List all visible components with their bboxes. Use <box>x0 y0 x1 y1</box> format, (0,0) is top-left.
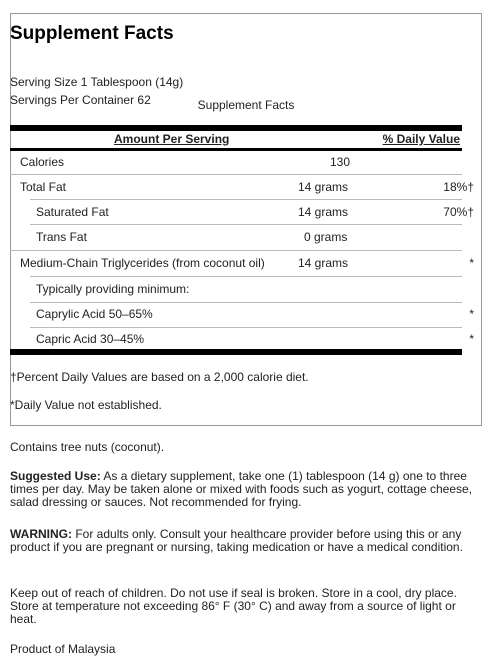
row-calories-name: Calories <box>20 155 65 169</box>
warning <box>10 528 480 554</box>
row-providing-min: Typically providing minimum: <box>36 282 190 296</box>
row-total-fat-name: Total Fat <box>20 180 67 194</box>
suggested-use <box>10 470 480 509</box>
storage-instructions: Keep out of reach of children. Do not use if seal is broken. Store in a cool, dry place. Store at temperature not exceeding 86° F (30° C) and away from a source of light or heat. <box>10 586 457 626</box>
row-caprylic-dv: * <box>469 307 474 321</box>
row-divider <box>30 199 462 200</box>
table-caption: Supplement Facts <box>197 98 295 112</box>
footnote-daily-value: †Percent Daily Values are based on a 2,000 calorie diet. <box>10 370 309 384</box>
warning-label: WARNING: <box>10 527 72 541</box>
row-divider <box>30 302 462 303</box>
row-mct-dv: * <box>469 256 474 270</box>
row-saturated-fat-name: Saturated Fat <box>36 205 109 219</box>
country-of-origin: Product of Malaysia <box>10 642 116 656</box>
row-trans-fat-amount: 0 grams <box>304 230 348 244</box>
header-daily-value: % Daily Value <box>382 132 460 146</box>
row-divider <box>30 224 462 225</box>
row-saturated-fat-dv: 70%† <box>443 205 474 219</box>
servings-per-container: Servings Per Container 62 <box>10 93 151 107</box>
row-mct-name: Medium-Chain Triglycerides (from coconut oil) <box>20 256 265 270</box>
row-mct-amount: 14 grams <box>298 256 349 270</box>
row-capric-dv: * <box>469 332 474 346</box>
row-divider <box>30 327 462 328</box>
row-capric-name: Capric Acid 30–45% <box>36 332 145 346</box>
table-header <box>10 132 462 148</box>
allergen-statement: Contains tree nuts (coconut). <box>10 440 165 454</box>
row-trans-fat-name: Trans Fat <box>36 230 87 244</box>
warning-text: For adults only. Consult your healthcare provider before using this or any product if you are pregnant or nursing, taking medication or have a medical condition. <box>10 527 463 554</box>
row-caprylic-name: Caprylic Acid 50–65% <box>36 307 153 321</box>
header-amount: Amount Per Serving <box>114 132 230 146</box>
thick-divider-header <box>10 148 462 151</box>
suggested-use-label: Suggested Use: <box>10 469 101 483</box>
row-calories-amount: 130 <box>330 155 351 169</box>
row-saturated-fat-amount: 14 grams <box>298 205 349 219</box>
row-divider <box>10 250 462 251</box>
serving-size: Serving Size 1 Tablespoon (14g) <box>10 75 184 89</box>
panel-title: Supplement Facts <box>10 23 174 44</box>
row-total-fat-amount: 14 grams <box>298 180 349 194</box>
thick-divider-top <box>10 125 462 131</box>
suggested-use-text: As a dietary supplement, take one (1) tablespoon (14 g) one to three times per day. May be taken alone or mixed with foods such as yogurt, cottage cheese, salad dressing or sauces. Not recommended for frying. <box>10 469 473 509</box>
thick-divider-bottom <box>10 349 462 355</box>
row-divider <box>30 276 462 277</box>
footnote-not-established: *Daily Value not established. <box>10 398 162 412</box>
row-divider <box>10 174 462 175</box>
row-total-fat-dv: 18%† <box>443 180 474 194</box>
